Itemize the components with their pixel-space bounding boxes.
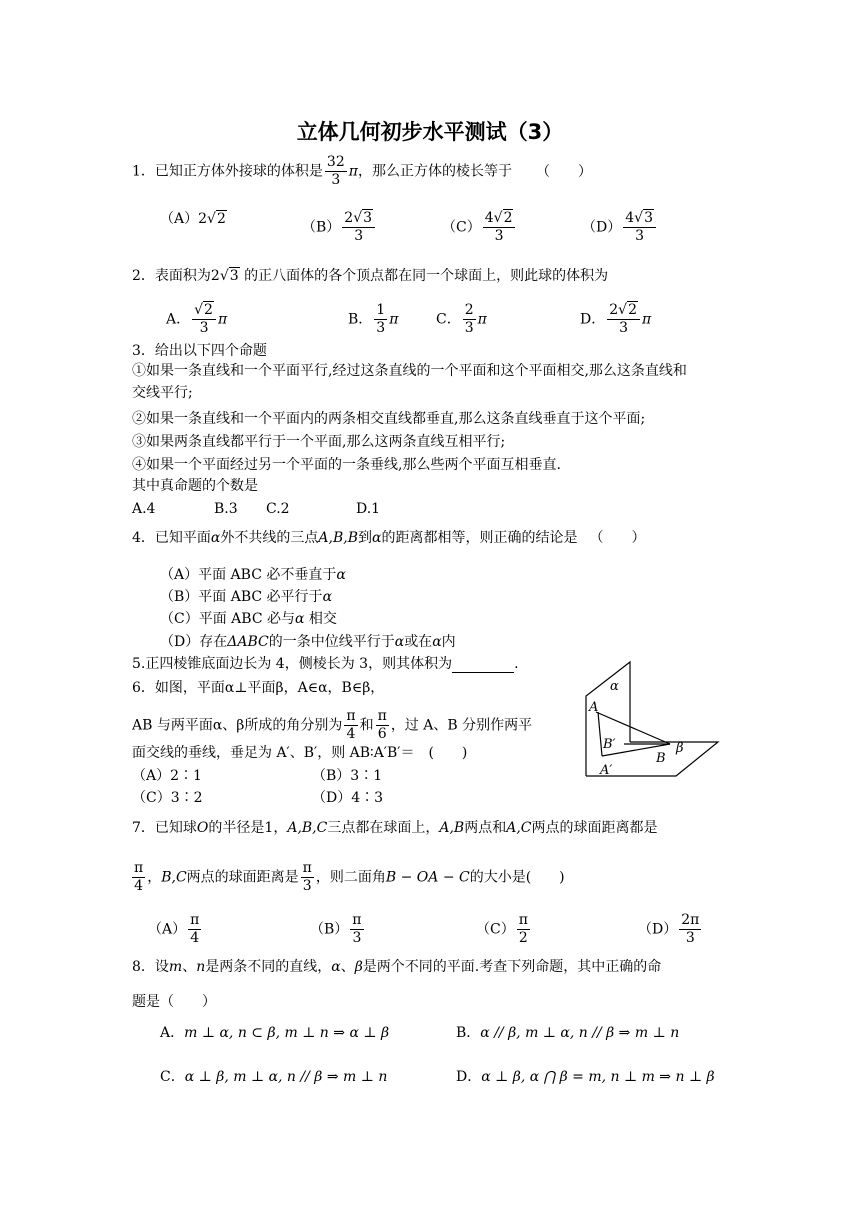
question-3-option-a: A.4: [132, 501, 156, 517]
proposition-2: ②如果一条直线和一个平面内的两条相交直线都垂直,那么这条直线垂直于这个平面;: [132, 411, 646, 427]
question-3-option-b: B.3: [214, 501, 238, 517]
question-8-option-a: A．m ⊥ α, n ⊂ β, m ⊥ n ⇒ α ⊥ β: [160, 1025, 390, 1041]
question-6-line-3: 面交线的垂线，垂足为 A′、B′，则 AB∶A′B′＝ ( ): [132, 745, 468, 761]
question-7-option-a: （A） $\frac{\pi}{4}$: [148, 912, 200, 946]
question-2-option-d: D． $\frac{2√2}{3}$ π: [580, 302, 652, 336]
question-1-option-c: （C） $\frac{4√2}{3}$: [442, 210, 517, 245]
question-8-option-b: B．α // β, m ⊥ α, n // β ⇒ m ⊥ n: [456, 1025, 680, 1041]
question-1-stem: 1．已知正方体外接球的体积是 $\frac{32}{3}$ π，那么正方体的棱长等于 （ ）: [132, 154, 592, 188]
volume-fraction: $\frac{32}{3}$: [326, 154, 345, 188]
question-4-option-b: （B）平面 ABC 必平行于α: [160, 589, 333, 605]
question-4-stem: 4．已知平面α外不共线的三点A,B,B到α的距离都相等，则正确的结论是 （ ）: [132, 530, 646, 546]
question-2-option-c: C． $\frac{2}{3}$ π: [436, 302, 487, 336]
plane-alpha-edge: [586, 662, 630, 776]
proposition-1: ①如果一条直线和一个平面平行,经过这条直线的一个平面和这个平面相交,那么这条直线和: [132, 363, 687, 379]
question-4-option-d: （D）存在ΔABC的一条中位线平行于α或在α内: [160, 634, 456, 650]
question-2-option-a: A． $\frac{√2}{3}$ π: [166, 302, 228, 336]
question-8-line-2: 题是（ ）: [132, 994, 216, 1010]
label-alpha: α: [610, 679, 619, 694]
question-4-option-c: （C）平面 ABC 必与α 相交: [160, 611, 337, 627]
perpendicular-planes-figure: [576, 656, 726, 782]
label-beta: β: [676, 741, 684, 756]
question-7-line-1: 7．已知球O的半径是1，A,B,C三点都在球面上，A,B两点和A,C两点的球面距离都是: [132, 820, 658, 836]
page-title: 立体几何初步水平测试（3）: [296, 120, 564, 144]
question-2-option-b: B． $\frac{1}{3}$ π: [348, 302, 399, 336]
question-6-line-2: AB 与两平面α、β所成的角分别为 $\frac{\pi}{4}$ 和 $\frac{\pi}{6}$ ，过 A、B 分别作两平: [132, 708, 533, 742]
question-6-option-c: （C）3∶2: [132, 790, 203, 806]
question-7-option-b: （B） $\frac{\pi}{3}$: [310, 912, 362, 946]
proposition-3: ③如果两条直线都平行于一个平面,那么这两条直线互相平行;: [132, 434, 506, 450]
question-6-option-d: （D）4∶3: [312, 790, 384, 806]
proposition-1-cont: 交线平行;: [132, 385, 193, 401]
proposition-4: ④如果一个平面经过另一个平面的一条垂线,那么些两个平面互相垂直.: [132, 457, 561, 473]
question-3-option-d: D.1: [356, 501, 381, 517]
question-6-option-b: （B）3∶1: [312, 768, 383, 784]
question-1-option-b: （B） $\frac{2√3}{3}$: [302, 210, 377, 245]
question-8-option-d: D．α ⊥ β, α ⋂ β = m, n ⊥ m ⇒ n ⊥ β: [456, 1069, 715, 1085]
question-3-stem: 3．给出以下四个命题: [132, 343, 267, 359]
question-6-line-1: 6．如图，平面α⊥平面β，A∈α，B∈β，: [132, 680, 385, 696]
label-b-prime: B′: [603, 737, 616, 752]
question-1-option-a: （A）2√2: [160, 211, 226, 227]
question-5-stem: 5.正四棱锥底面边长为 4，侧棱长为 3，则其体积为 .: [132, 656, 519, 672]
question-3-ask: 其中真命题的个数是: [132, 478, 258, 494]
label-a-prime: A′: [600, 763, 613, 778]
question-8-option-c: C．α ⊥ β, m ⊥ α, n // β ⇒ m ⊥ n: [160, 1069, 388, 1085]
question-8-line-1: 8．设m、n是两条不同的直线，α、β是两个不同的平面.考查下列命题，其中正确的命: [132, 959, 662, 975]
question-2-stem: 2．表面积为2√3 的正八面体的各个顶点都在同一个球面上，则此球的体积为: [132, 268, 609, 284]
question-7-option-d: （D） $\frac{2\pi}{3}$: [638, 912, 700, 946]
label-a: A: [589, 700, 599, 715]
question-1-option-d: （D） $\frac{4√3}{3}$: [582, 210, 658, 245]
label-b: B: [656, 751, 666, 766]
question-7-option-c: （C） $\frac{\pi}{2}$: [476, 912, 528, 946]
question-7-line-2: $\frac{\pi}{4}$ ，B,C两点的球面距离是 $\frac{\pi}{3}$ ，则二面角B − OA − C的大小是( ): [134, 860, 565, 894]
question-6-option-a: （A）2∶1: [132, 768, 202, 784]
answer-blank: [452, 658, 514, 673]
question-4-option-a: （A）平面 ABC 必不垂直于α: [160, 567, 346, 583]
segment-aa-prime: [598, 712, 602, 756]
question-3-option-c: C.2: [266, 501, 290, 517]
